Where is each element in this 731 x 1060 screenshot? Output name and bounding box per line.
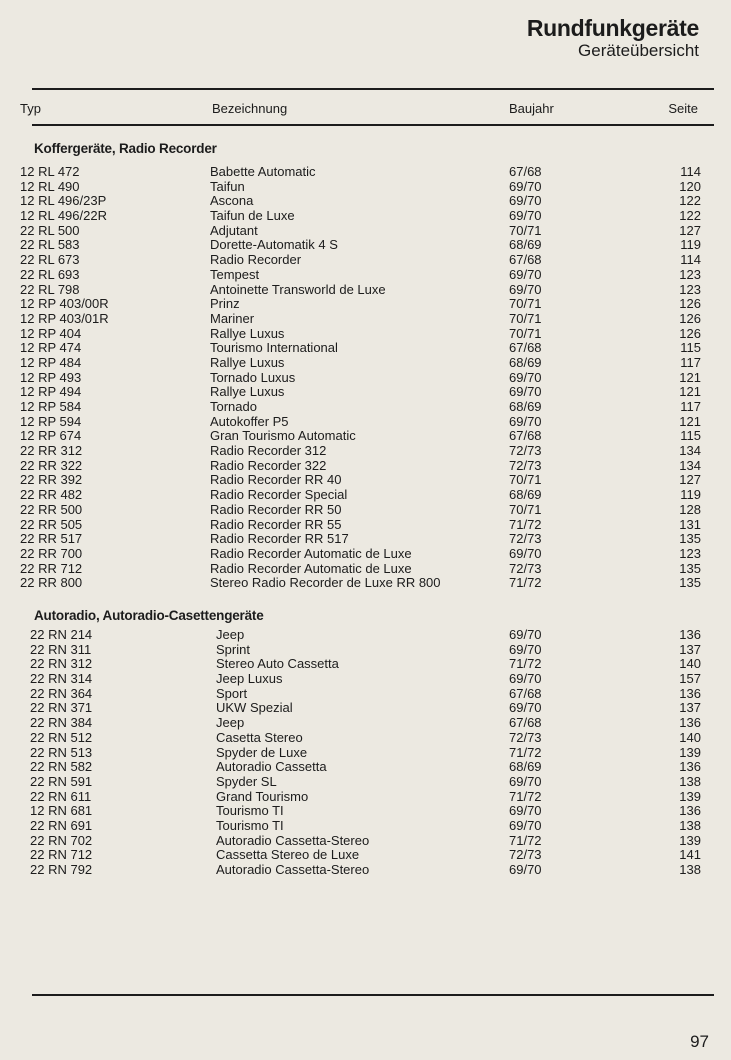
page-cell: 122: [679, 193, 701, 209]
designation-cell: Sprint: [216, 641, 250, 657]
designation-cell: Prinz: [210, 296, 240, 312]
table-row: [0, 327, 731, 342]
year-cell: 69/70: [509, 700, 542, 716]
type-cell: 22 RN 611: [30, 788, 92, 804]
designation-cell: Tempest: [210, 266, 260, 282]
designation-cell: Radio Recorder 322: [210, 457, 327, 473]
year-cell: 72/73: [509, 457, 542, 473]
type-cell: 12 RP 403/01R: [20, 310, 109, 326]
table-row: [0, 628, 731, 643]
type-cell: 22 RR 392: [20, 472, 83, 488]
page-cell: 131: [679, 516, 701, 532]
designation-cell: Dorette-Automatik 4 S: [210, 237, 338, 253]
top-rule: [32, 88, 714, 90]
page-cell: 141: [679, 847, 701, 863]
type-cell: 22 RR 312: [20, 443, 83, 459]
designation-cell: Taifun: [210, 178, 245, 194]
page-cell: 121: [679, 369, 701, 385]
page-cell: 136: [679, 759, 701, 775]
table-row: [0, 562, 731, 577]
type-cell: 12 RP 404: [20, 325, 82, 341]
page-cell: 134: [679, 457, 701, 473]
designation-cell: Jeep: [216, 715, 245, 731]
designation-cell: Radio Recorder: [210, 252, 302, 268]
year-cell: 69/70: [509, 193, 542, 209]
designation-cell: Autokoffer P5: [210, 413, 289, 429]
table-row: [0, 643, 731, 658]
year-cell: 70/71: [509, 472, 542, 488]
type-cell: 22 RN 371: [30, 700, 93, 716]
table-row: [0, 804, 731, 819]
year-cell: 71/72: [509, 656, 542, 672]
table-row: [0, 415, 731, 430]
page-cell: 128: [679, 501, 701, 517]
type-cell: 22 RR 700: [20, 545, 83, 561]
year-cell: 69/70: [509, 178, 542, 194]
designation-cell: Casetta Stereo: [216, 729, 303, 745]
type-cell: 22 RN 691: [30, 817, 93, 833]
section-rows: [0, 628, 731, 878]
type-cell: 22 RN 702: [30, 832, 93, 848]
year-cell: 69/70: [509, 208, 542, 224]
designation-cell: Cassetta Stereo de Luxe: [216, 847, 360, 863]
type-cell: 22 RN 792: [30, 862, 93, 877]
year-cell: 71/72: [509, 744, 542, 760]
page-cell: 126: [679, 296, 701, 312]
column-header-seite: Seite: [668, 101, 698, 116]
page-cell: 123: [679, 281, 701, 297]
page-cell: 136: [679, 627, 701, 642]
year-cell: 68/69: [509, 354, 542, 370]
page-cell: 115: [680, 428, 701, 444]
year-cell: 72/73: [509, 729, 542, 745]
year-cell: 67/68: [509, 340, 542, 356]
designation-cell: Radio Recorder RR 55: [210, 516, 342, 532]
page-cell: 135: [679, 560, 701, 576]
designation-cell: Autoradio Cassetta: [216, 759, 327, 775]
designation-cell: Tornado Luxus: [210, 369, 296, 385]
year-cell: 71/72: [509, 516, 542, 532]
year-cell: 69/70: [509, 641, 542, 657]
type-cell: 12 RL 496/23P: [20, 193, 107, 209]
page-number: 97: [690, 1032, 709, 1051]
designation-cell: Gran Tourismo Automatic: [210, 428, 356, 444]
year-cell: 69/70: [509, 413, 542, 429]
type-cell: 22 RN 311: [30, 641, 92, 657]
year-cell: 71/72: [509, 832, 542, 848]
designation-cell: Jeep Luxus: [216, 671, 283, 687]
table-row: [0, 503, 731, 518]
page-cell: 139: [679, 832, 701, 848]
designation-cell: Tourismo International: [210, 340, 338, 356]
table-row: [0, 371, 731, 386]
type-cell: 22 RR 712: [20, 560, 83, 576]
type-cell: 12 RL 496/22R: [20, 208, 107, 224]
table-row: [0, 547, 731, 562]
type-cell: 22 RN 384: [30, 715, 93, 731]
table-row: [0, 165, 731, 180]
page-cell: 122: [679, 208, 701, 224]
table-row: [0, 253, 731, 268]
column-header-baujahr: Baujahr: [509, 101, 554, 116]
table-row: [0, 532, 731, 547]
designation-cell: Adjutant: [210, 222, 258, 238]
page-cell: 127: [679, 472, 701, 488]
designation-cell: Tourismo TI: [216, 803, 284, 819]
year-cell: 70/71: [509, 310, 542, 326]
designation-cell: Sport: [216, 685, 248, 701]
designation-cell: Autoradio Cassetta-Stereo: [216, 862, 370, 877]
type-cell: 22 RR 517: [20, 531, 83, 547]
section-title: Koffergeräte, Radio Recorder: [34, 141, 217, 156]
table-row: [0, 518, 731, 533]
designation-cell: Radio Recorder Automatic de Luxe: [210, 545, 412, 561]
type-cell: 12 RL 472: [20, 164, 80, 179]
designation-cell: Grand Tourismo: [216, 788, 309, 804]
page-cell: 115: [680, 340, 701, 356]
page-cell: 140: [679, 729, 701, 745]
designation-cell: Antoinette Transworld de Luxe: [210, 281, 386, 297]
type-cell: 22 RR 500: [20, 501, 83, 517]
year-cell: 71/72: [509, 788, 542, 804]
page-cell: 123: [679, 266, 701, 282]
table-row: [0, 444, 731, 459]
type-cell: 22 RN 512: [30, 729, 93, 745]
type-cell: 22 RR 482: [20, 487, 83, 503]
year-cell: 69/70: [509, 803, 542, 819]
page-cell: 139: [679, 788, 701, 804]
year-cell: 67/68: [509, 428, 542, 444]
bottom-rule: [32, 994, 714, 996]
table-row: [0, 716, 731, 731]
designation-cell: Taifun de Luxe: [210, 208, 295, 224]
designation-cell: Radio Recorder RR 517: [210, 531, 349, 547]
year-cell: 68/69: [509, 487, 542, 503]
type-cell: 22 RN 513: [30, 744, 93, 760]
page-cell: 119: [680, 237, 701, 253]
table-row: [0, 385, 731, 400]
page-cell: 139: [679, 744, 701, 760]
type-cell: 12 RP 674: [20, 428, 82, 444]
type-cell: 12 RP 403/00R: [20, 296, 109, 312]
table-row: [0, 473, 731, 488]
year-cell: 69/70: [509, 817, 542, 833]
page-cell: 121: [679, 384, 701, 400]
designation-cell: Autoradio Cassetta-Stereo: [216, 832, 370, 848]
page-cell: 127: [679, 222, 701, 238]
page-cell: 138: [679, 773, 701, 789]
table-row: [0, 790, 731, 805]
table-row: [0, 341, 731, 356]
type-cell: 22 RR 322: [20, 457, 83, 473]
year-cell: 71/72: [509, 575, 542, 591]
table-row: [0, 238, 731, 253]
table-row: [0, 863, 731, 878]
year-cell: 72/73: [509, 560, 542, 576]
designation-cell: Radio Recorder 312: [210, 443, 327, 459]
page-cell: 114: [680, 252, 701, 268]
column-header-bezeichnung: Bezeichnung: [212, 101, 288, 116]
type-cell: 22 RN 314: [30, 671, 93, 687]
table-row: [0, 297, 731, 312]
page-subtitle: Geräteübersicht: [578, 41, 699, 60]
page-cell: 126: [679, 310, 701, 326]
page-cell: 120: [679, 178, 701, 194]
table-row: [0, 848, 731, 863]
year-cell: 69/70: [509, 266, 542, 282]
table-row: [0, 180, 731, 195]
table-row: [0, 283, 731, 298]
year-cell: 72/73: [509, 531, 542, 547]
year-cell: 68/69: [509, 759, 542, 775]
page-title: Rundfunkgeräte: [526, 15, 699, 41]
page-cell: 137: [679, 641, 701, 657]
year-cell: 69/70: [509, 384, 542, 400]
year-cell: 70/71: [509, 222, 542, 238]
year-cell: 67/68: [509, 164, 542, 179]
year-cell: 70/71: [509, 296, 542, 312]
section-title: Autoradio, Autoradio-Casettengeräte: [34, 608, 264, 623]
designation-cell: Rallye Luxus: [210, 384, 285, 400]
column-header-typ: Typ: [20, 101, 41, 116]
page-cell: 134: [679, 443, 701, 459]
designation-cell: Spyder de Luxe: [216, 744, 308, 760]
table-row: [0, 576, 731, 591]
year-cell: 67/68: [509, 715, 542, 731]
section-rows: [0, 165, 731, 591]
type-cell: 12 RP 493: [20, 369, 82, 385]
designation-cell: Radio Recorder Special: [210, 487, 348, 503]
table-row: [0, 209, 731, 224]
designation-cell: Spyder SL: [216, 773, 277, 789]
page-cell: 157: [679, 671, 701, 687]
table-row: [0, 312, 731, 327]
page-cell: 123: [679, 545, 701, 561]
title-block: [527, 14, 699, 60]
year-cell: 67/68: [509, 685, 542, 701]
page-cell: 137: [679, 700, 701, 716]
year-cell: 70/71: [509, 325, 542, 341]
table-row: [0, 488, 731, 503]
page-cell: 117: [680, 354, 701, 370]
table-row: [0, 268, 731, 283]
designation-cell: Mariner: [210, 310, 255, 326]
year-cell: 69/70: [509, 281, 542, 297]
table-row: [0, 194, 731, 209]
type-cell: 22 RN 712: [30, 847, 93, 863]
designation-cell: Rallye Luxus: [210, 325, 285, 341]
page-cell: 140: [679, 656, 701, 672]
designation-cell: Radio Recorder RR 50: [210, 501, 342, 517]
table-row: [0, 775, 731, 790]
table-row: [0, 224, 731, 239]
type-cell: 12 RN 681: [30, 803, 93, 819]
designation-cell: UKW Spezial: [216, 700, 293, 716]
table-row: [0, 672, 731, 687]
type-cell: 22 RN 312: [30, 656, 93, 672]
type-cell: 22 RL 798: [20, 281, 80, 297]
year-cell: 68/69: [509, 399, 542, 414]
page-cell: 135: [679, 531, 701, 547]
table-row: [0, 687, 731, 702]
year-cell: 67/68: [509, 252, 542, 268]
page-cell: 126: [679, 325, 701, 341]
designation-cell: Tourismo TI: [216, 817, 284, 833]
page-cell: 114: [680, 164, 701, 179]
type-cell: 12 RP 584: [20, 399, 82, 414]
type-cell: 12 RP 484: [20, 354, 82, 370]
designation-cell: Tornado: [210, 399, 257, 414]
type-cell: 22 RN 214: [30, 627, 93, 642]
designation-cell: Radio Recorder Automatic de Luxe: [210, 560, 412, 576]
page-cell: 136: [679, 685, 701, 701]
page-cell: 119: [680, 487, 701, 503]
type-cell: 12 RP 474: [20, 340, 82, 356]
year-cell: 69/70: [509, 369, 542, 385]
page-cell: 121: [679, 413, 701, 429]
designation-cell: Stereo Auto Cassetta: [216, 656, 339, 672]
type-cell: 22 RN 364: [30, 685, 93, 701]
type-cell: 12 RL 490: [20, 178, 80, 194]
designation-cell: Babette Automatic: [210, 164, 316, 179]
type-cell: 22 RL 500: [20, 222, 80, 238]
table-row: [0, 731, 731, 746]
table-row: [0, 760, 731, 775]
table-row: [0, 459, 731, 474]
table-row: [0, 819, 731, 834]
year-cell: 68/69: [509, 237, 542, 253]
year-cell: 70/71: [509, 501, 542, 517]
type-cell: 22 RL 583: [20, 237, 80, 253]
type-cell: 22 RL 673: [20, 252, 80, 268]
table-row: [0, 429, 731, 444]
year-cell: 72/73: [509, 847, 542, 863]
year-cell: 69/70: [509, 862, 542, 877]
page-cell: 138: [679, 817, 701, 833]
type-cell: 22 RN 582: [30, 759, 93, 775]
table-row: [0, 657, 731, 672]
designation-cell: Stereo Radio Recorder de Luxe RR 800: [210, 575, 441, 591]
table-row: [0, 356, 731, 371]
type-cell: 22 RN 591: [30, 773, 93, 789]
table-row: [0, 701, 731, 716]
year-cell: 69/70: [509, 671, 542, 687]
page-cell: 136: [679, 803, 701, 819]
page-cell: 136: [679, 715, 701, 731]
table-row: [0, 746, 731, 761]
type-cell: 22 RR 800: [20, 575, 83, 591]
designation-cell: Ascona: [210, 193, 254, 209]
designation-cell: Jeep: [216, 627, 245, 642]
type-cell: 22 RL 693: [20, 266, 80, 282]
type-cell: 12 RP 494: [20, 384, 82, 400]
type-cell: 12 RP 594: [20, 413, 82, 429]
year-cell: 69/70: [509, 545, 542, 561]
page-cell: 138: [679, 862, 701, 877]
page-cell: 135: [679, 575, 701, 591]
page-cell: 117: [680, 399, 701, 414]
type-cell: 22 RR 505: [20, 516, 83, 532]
year-cell: 69/70: [509, 773, 542, 789]
year-cell: 72/73: [509, 443, 542, 459]
designation-cell: Rallye Luxus: [210, 354, 285, 370]
designation-cell: Radio Recorder RR 40: [210, 472, 342, 488]
header-rule: [32, 124, 714, 126]
table-row: [0, 400, 731, 415]
table-row: [0, 834, 731, 849]
year-cell: 69/70: [509, 627, 542, 642]
